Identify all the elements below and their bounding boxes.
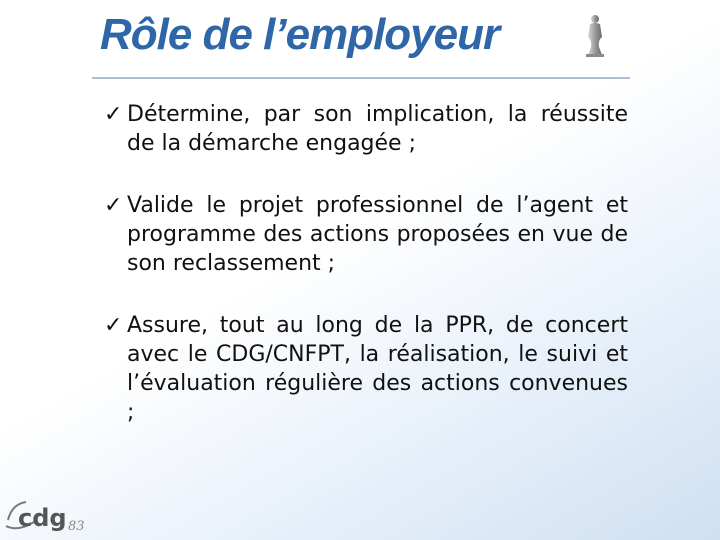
bullet-item: [104, 191, 628, 278]
checkmark-icon: ✓: [104, 102, 123, 127]
slide-title: Rôle de l’employeur: [100, 10, 500, 59]
bullet-item: [104, 311, 628, 427]
bullet-text: Valide le projet professionnel de l’agent et programme des actions proposées en vue de son reclassement ;: [127, 193, 628, 276]
checkmark-icon: ✓: [104, 313, 123, 338]
title-divider: [92, 77, 630, 79]
bullet-text: Détermine, par son implication, la réussite de la démarche engagée ;: [127, 102, 628, 156]
cdg-logo: [4, 492, 94, 538]
checkmark-icon: ✓: [104, 193, 123, 218]
bullet-list: [104, 100, 628, 460]
bullet-text: Assure, tout au long de la PPR, de concert avec le CDG/CNFPT, la réalisation, le suivi et l’évaluation régulière des actions convenues ;: [127, 313, 628, 425]
logo-text: cdg: [18, 504, 67, 532]
statue-icon: [580, 13, 610, 57]
bullet-item: [104, 100, 628, 158]
logo-number: 83: [68, 519, 85, 534]
